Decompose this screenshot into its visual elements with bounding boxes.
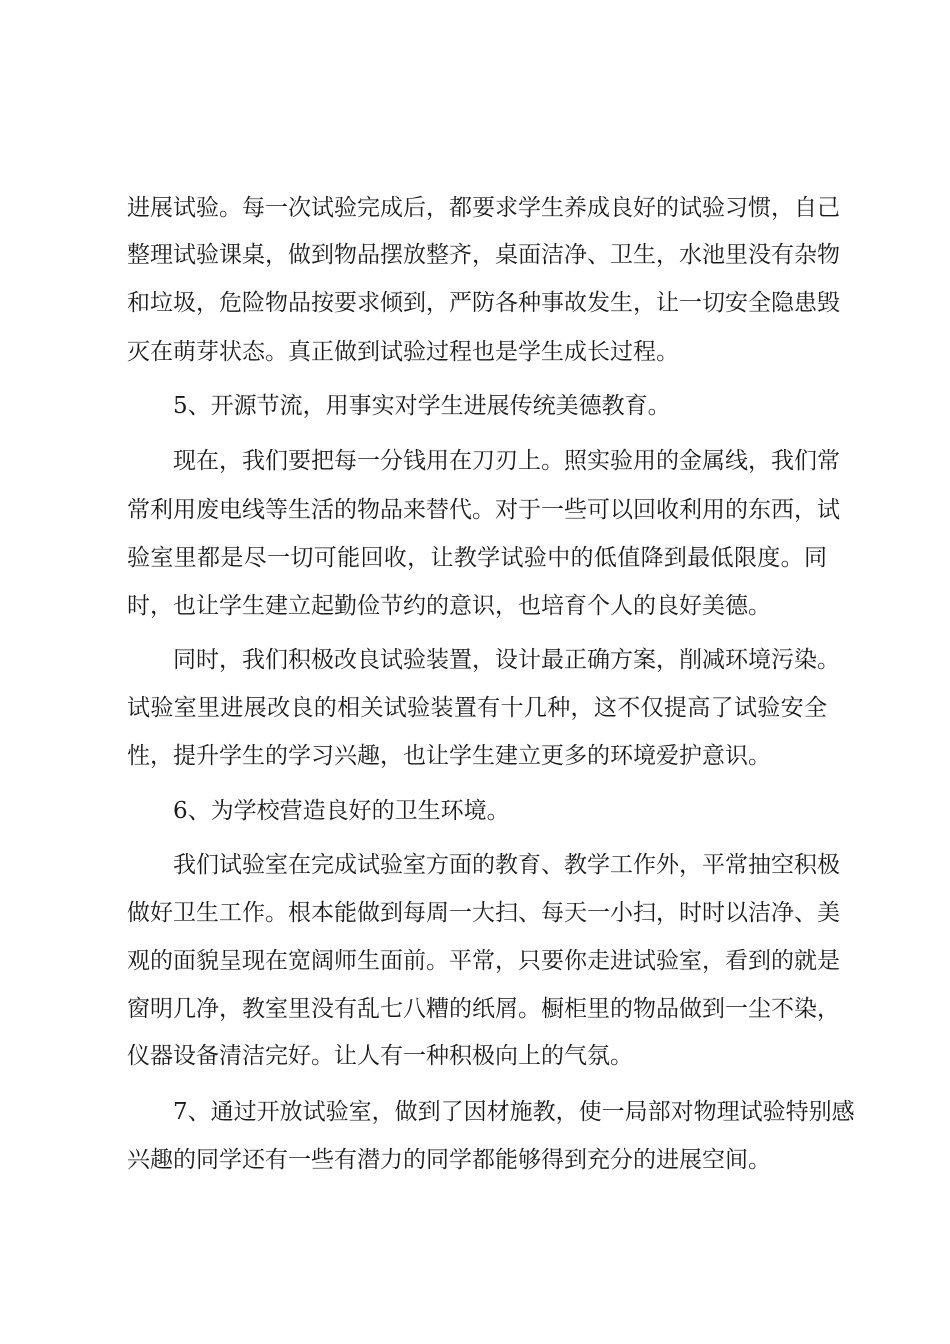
section-heading-6: 6、为学校营造良好的卫生环境。	[173, 798, 510, 824]
text-line: 常利用废电线等生活的物品来替代。对于一些可以回收利用的东西，试	[127, 497, 840, 523]
text-line: 仪器设备清洁完好。让人有一种积极向上的气氛。	[127, 1043, 633, 1069]
text-line: 和垃圾，危险物品按要求倾到，严防各种事故发生，让一切安全隐患毁	[127, 290, 840, 316]
text-line: 做好卫生工作。根本能做到每周一大扫、每天一小扫，时时以洁净、美	[127, 900, 840, 926]
section-heading-7: 7、通过开放试验室，做到了因材施教，使一局部对物理试验特别感	[173, 1099, 855, 1125]
text-line: 观的面貌呈现在宽阔师生面前。平常，只要你走进试验室，看到的就是	[127, 948, 840, 974]
text-line: 进展试验。每一次试验完成后，都要求学生养成良好的试验习惯，自己	[127, 195, 840, 221]
text-line: 试验室里进展改良的相关试验装置有十几种，这不仅提高了试验安全	[127, 695, 827, 721]
text-line: 兴趣的同学还有一些有潜力的同学都能够得到充分的进展空间。	[127, 1147, 771, 1173]
text-line: 同时，我们积极改良试验装置，设计最正确方案，削减环境污染。	[173, 647, 840, 673]
text-line: 窗明几净，教室里没有乱七八糟的纸屑。橱柜里的物品做到一尘不染，	[127, 996, 840, 1022]
text-line: 性，提升学生的学习兴趣，也让学生建立更多的环境爱护意识。	[127, 743, 771, 769]
text-line: 时，也让学生建立起勤俭节约的意识，也培育个人的良好美德。	[127, 593, 771, 619]
text-line: 我们试验室在完成试验室方面的教育、教学工作外，平常抽空积极	[173, 852, 840, 878]
text-line: 验室里都是尽一切可能回收，让教学试验中的低值降到最低限度。同	[127, 545, 827, 571]
section-heading-5: 5、开源节流，用事实对学生进展传统美德教育。	[173, 393, 671, 419]
text-line: 整理试验课桌，做到物品摆放整齐，桌面洁净、卫生，水池里没有杂物	[127, 242, 840, 268]
text-line: 现在，我们要把每一分钱用在刀刃上。照实验用的金属线，我们常	[173, 448, 840, 474]
text-line: 灭在萌芽状态。真正做到试验过程也是学生成长过程。	[127, 339, 679, 365]
